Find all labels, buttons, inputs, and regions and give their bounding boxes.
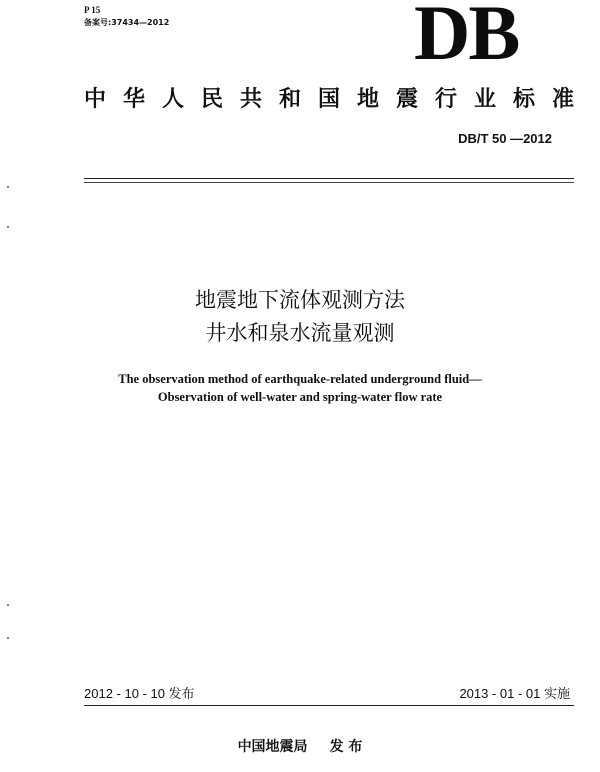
bottom-divider xyxy=(84,705,574,706)
publisher-action: 发 布 xyxy=(329,739,363,755)
ics-code: P 15 xyxy=(84,5,101,15)
title-en-line-1: The observation method of earthquake-related underground fluid— xyxy=(118,372,482,386)
implementation-date: 2013 - 01 - 01 实施 xyxy=(459,686,570,701)
title-zh-line-1: 地震地下流体观测方法 xyxy=(195,288,405,312)
scan-speck xyxy=(7,226,9,228)
scan-speck xyxy=(7,186,9,188)
standard-category: 中华人民共和国地震行业标准 xyxy=(84,87,592,112)
record-number: 备案号:37434—2012 xyxy=(84,18,170,27)
publisher-line xyxy=(0,737,600,757)
db-logo: DB xyxy=(414,0,519,76)
standard-number: DB/T 50 —2012 xyxy=(458,131,552,146)
issue-date: 2012 - 10 - 10 发布 xyxy=(84,686,195,701)
title-en-line-2: Observation of well-water and spring-water flow rate xyxy=(157,390,443,404)
title-zh-line-2: 井水和泉水流量观测 xyxy=(205,321,395,345)
top-divider-thin xyxy=(84,182,574,183)
scan-speck xyxy=(7,604,9,606)
top-divider xyxy=(84,178,574,179)
publisher-name: 中国地震局 xyxy=(237,739,308,755)
scan-speck xyxy=(7,637,9,639)
